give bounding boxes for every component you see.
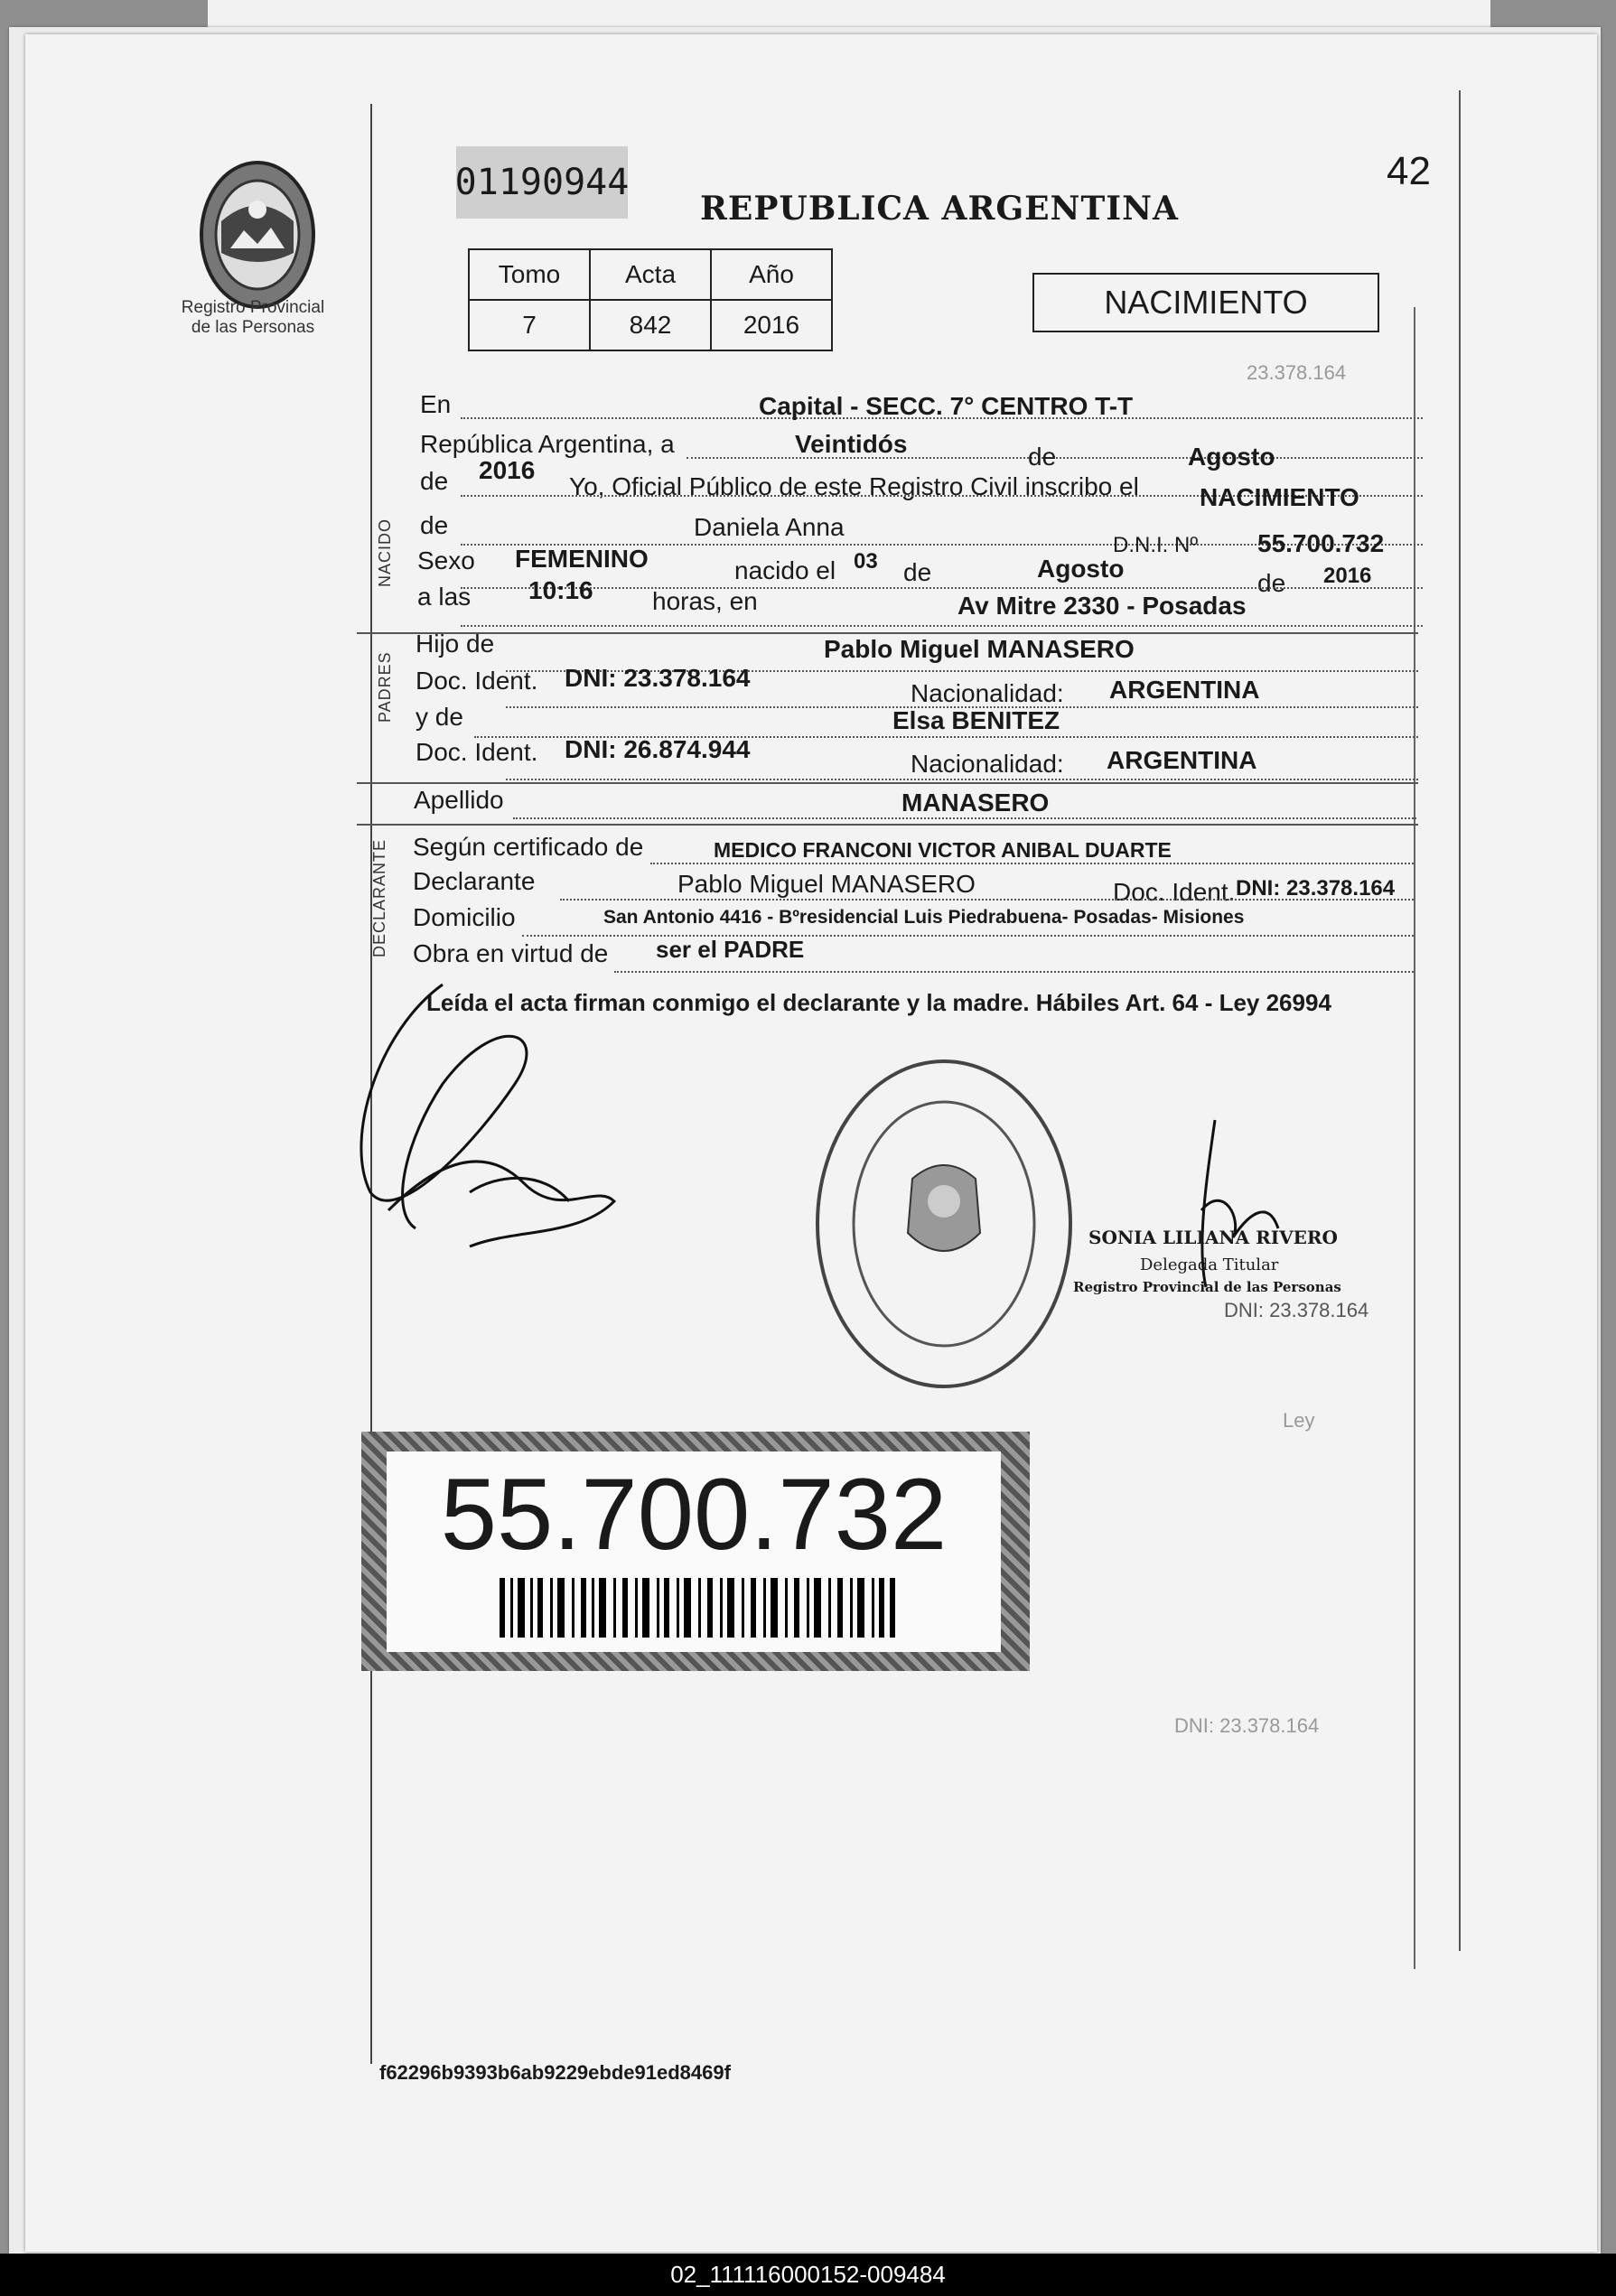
dotted-line — [513, 817, 1416, 819]
bleed-through-text: DNI: 23.378.164 — [1174, 1714, 1320, 1737]
section-separator — [357, 782, 1418, 784]
label-a-las: a las — [417, 583, 472, 611]
certificate-type-box: NACIMIENTO — [1032, 273, 1379, 332]
official-name: SONIA LILIANA RIVERO — [1088, 1227, 1338, 1248]
barcode-label — [387, 1451, 1001, 1652]
side-label-nacido: NACIDO — [376, 518, 394, 587]
dotted-line — [461, 625, 1423, 627]
value-dia-texto: Veintidós — [795, 430, 908, 458]
value-dia-nacimiento: 03 — [854, 549, 878, 574]
value-padre-nac: ARGENTINA — [1109, 676, 1260, 704]
registry-value-tomo: 7 — [469, 300, 590, 350]
bleed-through-text: 23.378.164 — [1247, 361, 1347, 384]
dotted-line — [506, 779, 1418, 780]
label-nacionalidad-2: Nacionalidad: — [911, 750, 1064, 778]
label-y-de: y de — [416, 703, 463, 731]
value-nombre: Daniela Anna — [694, 513, 845, 541]
value-padre-doc: DNI: 23.378.164 — [565, 664, 751, 692]
section-separator — [357, 632, 1418, 634]
side-label-declarante: DECLARANTE — [370, 838, 388, 957]
inner-right-line — [1414, 307, 1415, 1969]
registry-header-tomo: Tomo — [469, 249, 590, 300]
document-title: REPUBLICA ARGENTINA — [700, 190, 1179, 228]
value-lugar: Capital - SECC. 7° CENTRO T-T — [759, 392, 1134, 420]
logo-caption — [163, 298, 343, 338]
registry-value-anio: 2016 — [711, 300, 832, 350]
registry-table — [468, 248, 833, 351]
logo-caption-line-1: Registro Provincial — [181, 298, 325, 317]
acta-number-stamp: 01190944 — [456, 146, 628, 219]
label-nacionalidad: Nacionalidad: — [911, 679, 1064, 707]
value-dni: 55.700.732 — [1257, 529, 1385, 557]
value-declarante-doc: DNI: 23.378.164 — [1236, 876, 1396, 901]
value-madre-nac: ARGENTINA — [1107, 746, 1257, 774]
label-hijo-de: Hijo de — [416, 630, 495, 658]
logo-caption-line-2: de las Personas — [191, 318, 315, 337]
label-obra: Obra en virtud de — [413, 939, 609, 967]
dni-barcode-sticker — [361, 1432, 1030, 1671]
label-dni: D.N.I. Nº — [1113, 533, 1199, 557]
value-mes-nacimiento: Agosto — [1037, 555, 1125, 583]
value-padre: Pablo Miguel MANASERO — [824, 635, 1135, 663]
value-madre: Elsa BENITEZ — [892, 706, 1060, 734]
value-domicilio: San Antonio 4416 - Bºresidencial Luis Piedrabuena- Posadas- Misiones — [603, 907, 1245, 928]
bleed-through-text: Ley — [1283, 1409, 1315, 1432]
label-sexo: Sexo — [417, 546, 475, 574]
label-de-anio: de — [1257, 569, 1286, 597]
closing-statement: Leída el acta firman conmigo el declarante y la madre. Hábiles Art. 64 - Ley 26994 — [426, 989, 1331, 1016]
value-sexo: FEMENINO — [515, 545, 649, 573]
value-tipo-inscripcion: NACIMIENTO — [1200, 483, 1359, 511]
value-apellido: MANASERO — [901, 789, 1050, 817]
official-title: Delegada Titular — [1140, 1255, 1279, 1274]
right-margin-line — [1459, 90, 1461, 1951]
label-domicilio: Domicilio — [413, 903, 516, 931]
label-en: En — [420, 390, 452, 418]
label-apellido: Apellido — [414, 786, 504, 814]
value-hora: 10:16 — [528, 576, 593, 604]
value-anio-nacimiento: 2016 — [1323, 564, 1372, 588]
registry-value-acta: 842 — [590, 300, 711, 350]
label-de: de — [1028, 443, 1057, 471]
label-segun: Según certificado de — [413, 833, 644, 861]
official-office: Registro Provincial de las Personas — [1073, 1279, 1341, 1295]
official-dni: DNI: 23.378.164 — [1224, 1299, 1369, 1321]
label-doc-ident-3: Doc. Ident. — [1113, 878, 1236, 906]
scan-filename-footer: 02_111116000152-009484 — [0, 2254, 1616, 2296]
value-anio-inscripcion: 2016 — [479, 456, 536, 484]
document-hash: f62296b9393b6ab9229ebde91ed8469f — [379, 2061, 731, 2084]
registry-header-acta: Acta — [590, 249, 711, 300]
registry-header-anio: Año — [711, 249, 832, 300]
dotted-line — [614, 971, 1414, 973]
label-nacido-el: nacido el — [734, 556, 836, 584]
label-declarante: Declarante — [413, 867, 536, 895]
dotted-line — [650, 863, 1414, 864]
value-lugar-nacimiento: Av Mitre 2330 - Posadas — [957, 592, 1247, 620]
official-seal-image — [808, 1052, 1079, 1395]
dotted-line — [560, 899, 1414, 901]
declarant-signature-image — [334, 975, 632, 1265]
barcode-bars-icon — [500, 1578, 897, 1638]
label-yo-oficial: Yo, Oficial Público de este Registro Civil inscribo el — [569, 472, 1139, 500]
label-de-year: de — [420, 467, 449, 495]
label-doc-ident-2: Doc. Ident. — [416, 738, 538, 766]
label-republica: República Argentina, a — [420, 430, 675, 458]
section-separator — [357, 824, 1418, 826]
registry-value-row — [469, 300, 832, 350]
page-number: 42 — [1387, 149, 1431, 193]
province-coat-of-arms-icon — [176, 154, 339, 316]
registry-header-row — [469, 249, 832, 300]
label-nacido-de: de — [420, 511, 449, 539]
value-mes-inscripcion: Agosto — [1188, 443, 1275, 471]
label-doc-ident: Doc. Ident. — [416, 667, 538, 695]
barcode-number: 55.700.732 — [440, 1458, 948, 1571]
value-declarante: Pablo Miguel MANASERO — [677, 870, 976, 898]
value-madre-doc: DNI: 26.874.944 — [565, 735, 751, 763]
label-horas-en: horas, en — [652, 587, 758, 615]
value-obra: ser el PADRE — [656, 936, 805, 963]
label-de-mes: de — [903, 558, 932, 586]
side-label-padres: PADRES — [376, 651, 394, 723]
dotted-line — [461, 587, 1423, 589]
value-certificado: MEDICO FRANCONI VICTOR ANIBAL DUARTE — [714, 838, 1172, 862]
